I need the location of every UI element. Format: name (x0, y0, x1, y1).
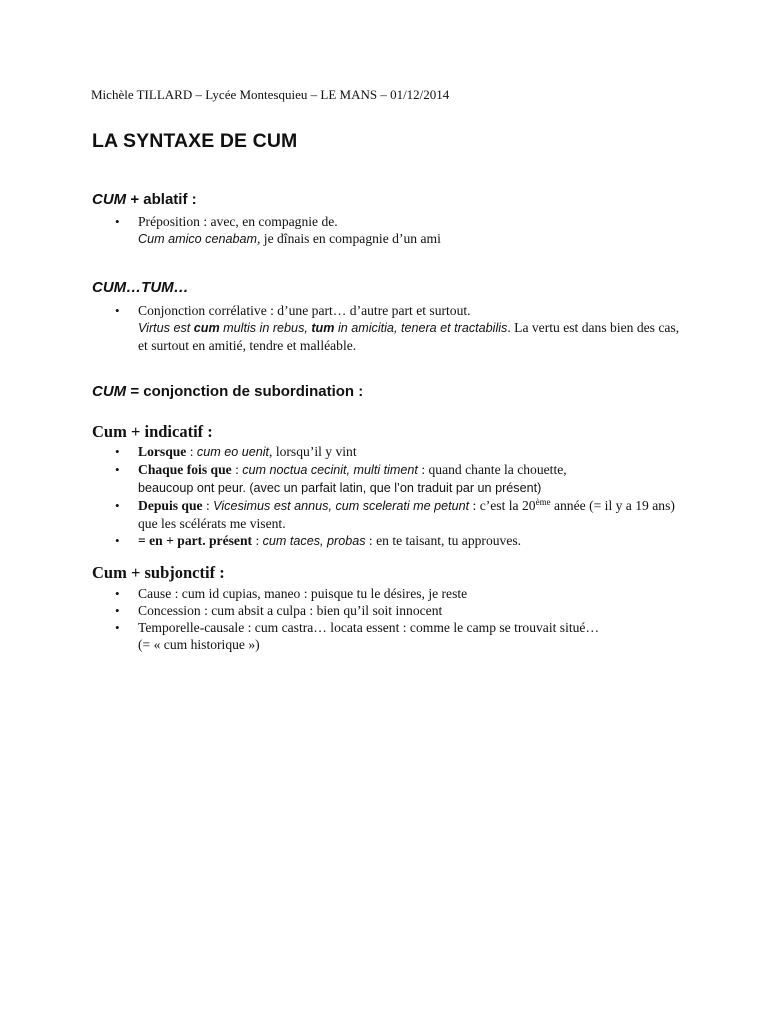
latin-part: in amicitia, tenera et tractabilis (334, 321, 508, 335)
list-item (115, 497, 690, 532)
translation-text: beaucoup ont peur. (avec un parfait latin, que l’on traduit par un présent) (138, 481, 542, 495)
item-line: • Conjonction corrélative : d’une part… d’autre part et surtout. (138, 303, 471, 318)
item-line: • Préposition : avec, en compagnie de. (138, 214, 338, 229)
list-item: • Concession : cum absit a culpa : bien qu’il soit innocent (115, 602, 690, 619)
latin-example: Cum amico cenabam (138, 232, 257, 246)
list-cum-subjonctif (115, 585, 690, 653)
latin-part: multis in rebus, (219, 321, 312, 335)
translation-text: année (= il y a 19 ans) que les scélérats me visent. (138, 498, 675, 531)
latin-example: cum noctua cecinit, multi timent (242, 463, 418, 477)
separator: : (186, 444, 197, 459)
separator: : (202, 498, 214, 513)
translation-text: , je dînais en compagnie d’un ami (257, 231, 441, 246)
separator: : (252, 533, 263, 548)
list-cum-tum (115, 302, 690, 354)
list-item (115, 461, 690, 497)
list-item (115, 619, 690, 653)
superscript: ème (535, 497, 551, 507)
latin-example: cum eo uenit (196, 445, 270, 459)
item-paragraph (138, 319, 690, 354)
latin-example: cum taces, probas (262, 534, 366, 548)
translation-text: : c’est la 20 (469, 498, 536, 513)
item-keyword: Depuis que (138, 498, 203, 513)
heading-rest: = conjonction de subordination : (126, 383, 364, 400)
translation-text: : en te taisant, tu approuves. (365, 533, 522, 548)
document-header: Michèle TILLARD – Lycée Montesquieu – LE MANS – 01/12/2014 (91, 87, 450, 102)
item-keyword: Lorsque (138, 444, 187, 459)
translation-text: , lorsqu’il y vint (269, 444, 357, 459)
separator: : (231, 462, 243, 477)
list-item (115, 302, 690, 354)
item-line: (= « cum historique ») (138, 637, 260, 652)
list-cum-ablatif (115, 213, 690, 248)
list-item: • Cause : cum id cupias, maneo : puisque tu le désires, je reste (115, 585, 690, 602)
list-item (115, 443, 690, 461)
list-cum-indicatif (115, 443, 690, 550)
latin-bold-cum: cum (193, 321, 220, 335)
list-item (115, 213, 690, 248)
item-keyword: = en + part. présent (138, 533, 253, 548)
translation-text: . La vertu est dans bien des cas, et surtout en amitié, tendre et malléable. (138, 320, 680, 353)
section-heading-cum-subordination (92, 383, 363, 400)
section-heading-cum-subjonctif: Cum + subjonctif : (92, 563, 225, 582)
item-line: Temporelle-causale : cum castra… locata essent : comme le camp se trouvait situé… (138, 620, 600, 635)
heading-italic: CUM…TUM… (92, 279, 189, 296)
item-keyword: Chaque fois que (138, 462, 232, 477)
document-title: LA SYNTAXE DE CUM (92, 130, 298, 152)
translation-text: : quand chante la chouette, (417, 462, 567, 477)
section-heading-cum-indicatif: Cum + indicatif : (92, 422, 213, 441)
latin-example: Vicesimus est annus, cum scelerati me petunt (213, 499, 470, 513)
list-item (115, 532, 690, 550)
latin-example (138, 321, 507, 335)
item-line (138, 230, 690, 248)
heading-italic: CUM (92, 191, 127, 208)
latin-bold-tum: tum (311, 321, 335, 335)
heading-rest: + ablatif : (126, 191, 197, 208)
section-heading-cum-ablatif (92, 191, 197, 208)
heading-italic: CUM (92, 383, 127, 400)
section-heading-cum-tum (92, 279, 189, 296)
latin-part: Virtus est (138, 321, 194, 335)
